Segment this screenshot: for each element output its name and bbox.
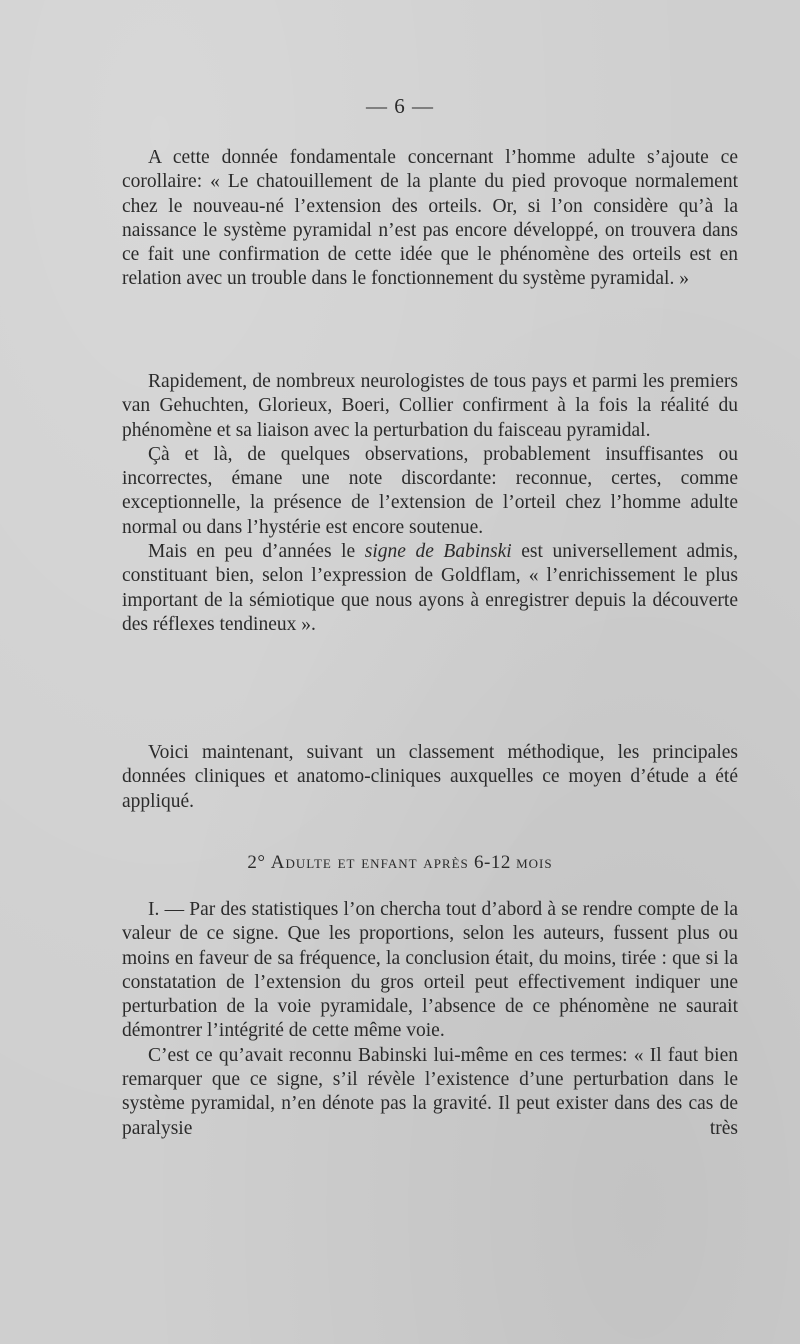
paragraph-corollary: A cette donnée fondamentale concernant l’homme adulte s’ajoute ce corollaire: « Le chatouillement de la plante du pied provoque normalement chez le nouveau-né l’extension des orteils. Or, si l’on considère qu’à la naissance le système pyramidal n’est pas encore développé, on trouvera dans ce fait une confirmation de cette idée que le phénomène des orteils est en relation avec un trouble dans le fonctionnement du système pyramidal. » [122, 147, 738, 290]
paragraph-classification: Voici maintenant, suivant un classement méthodique, les principales données cliniques et anatomo-cliniques auxquelles ce moyen d’étude a été appliqué. [122, 742, 738, 812]
paragraph-babinski-quote: C’est ce qu’avait reconnu Babinski lui-même en ces termes: « Il faut bien remarquer que ce signe, s’il révèle l’existence d’une perturbation dans le système pyramidal, n’en dénote pas la gravité. Il peut exister dans des cas de paralysie très [122, 1044, 738, 1139]
paragraph-universal-admission [122, 540, 738, 637]
paragraph-block-corollary [122, 146, 738, 292]
section-heading [0, 852, 800, 874]
paragraph-block-classification [122, 741, 738, 814]
section-label: Adulte et enfant après [270, 852, 469, 873]
paragraph-block-statistics [122, 898, 738, 1141]
paragraph-statistics: I. — Par des statistiques l’on chercha tout d’abord à se rendre compte de la valeur de ce signe. Que les proportions, selon les auteurs, fussent plus ou moins en faveur de sa fréquence, la conclusion était, du moins, tirée : que si la constatation de l’extension du gros orteil peut effectivement indiquer une perturbation de la voie pyramidale, l’absence de ce phénomène ne saurait démontrer l’intégrité de cette même voie. [122, 899, 738, 1042]
text-before-italic: Mais en peu d’années le [148, 541, 365, 563]
text-after-italic: est universellement admis, constituant bien, selon l’expression de Goldflam, « l’enrichissement le plus important de la sémiotique que nous ayons à enregistrer depuis la découverte des réflexes tendineux ». [122, 541, 739, 635]
section-range: 6-12 [474, 852, 511, 873]
section-unit: mois [516, 852, 553, 873]
paragraph-neurologists: Rapidement, de nombreux neurologistes de tous pays et parmi les premiers van Gehuchten, Glorieux, Boeri, Collier confirment à la fois la réalité du phénomène et sa liaison avec la perturbation du faisceau pyramidal. [122, 371, 738, 441]
section-number: 2° [247, 852, 266, 873]
page-number: — 6 — [366, 94, 434, 118]
paragraph-block-confirmation [122, 370, 738, 637]
paragraph-discordant-note: Çà et là, de quelques observations, probablement insuffisantes ou incorrectes, émane une note discordante: reconnue, certes, comme exceptionnelle, la présence de l’extension de l’orteil chez l’homme adulte normal ou dans l’hystérie est encore soutenue. [122, 443, 738, 538]
italic-sign-name: signe de Babinski [364, 541, 512, 563]
